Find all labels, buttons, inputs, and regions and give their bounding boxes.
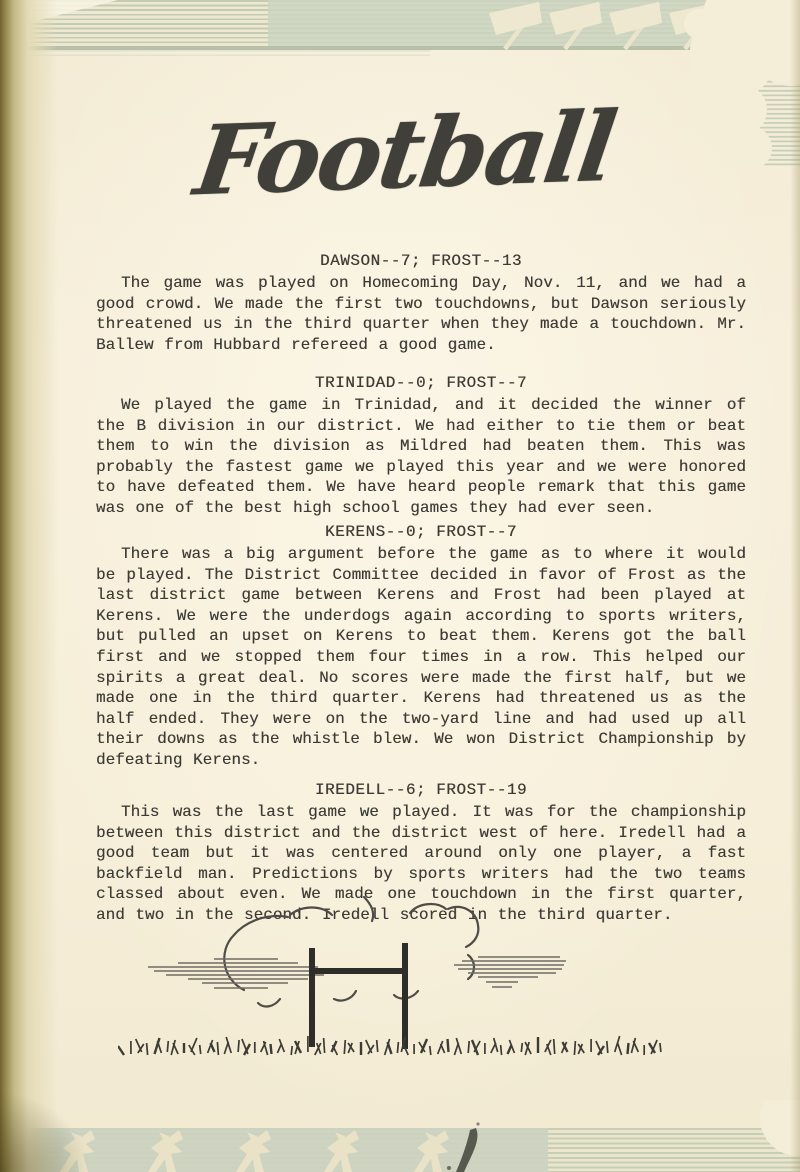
game-summary-paragraph: We played the game in Trinidad, and it decided the winner of the B division in our district. We had either to tie them or beat them to win the division as Mildred had beaten them. This was probably the fastest game we played this year and we were honored to have defeated them. We have heard people remark that this game was one of the best high school games they had ever seen. (96, 396, 746, 517)
bottom-banner-decorations (0, 1100, 800, 1172)
section-dawson (96, 251, 746, 355)
running-players-icon (60, 1130, 449, 1172)
corner-scallop (760, 1100, 800, 1156)
page-corner-wedge (0, 0, 118, 30)
ink-smudge (447, 1122, 480, 1172)
game-score-heading: IREDELL--6; FROST--19 (314, 781, 528, 799)
grass-icon (118, 1036, 661, 1055)
page-left-edge (0, 0, 58, 1172)
page-right-edge (790, 0, 800, 1172)
game-score-heading: DAWSON--7; FROST--13 (319, 252, 523, 270)
game-summary-paragraph: There was a big argument before the game as to where it would be played. The District Committee decided in favor of Frost as the last district game between Kerens and Frost had been played at Kerens. We were the underdogs again according to sports writers, but pulled an upset on Kerens to beat them. Kerens got the ball first and we stopped them four times in a row. This helped our spirits a great deal. No scores were made the first half, but we made one in the third quarter. Kerens had threatened us as the half ended. They were on the two-yard line and had used up all their downs as the whistle blew. We won District Championship by defeating Kerens. (96, 545, 746, 769)
goalpost-illustration (118, 895, 678, 1065)
goal-post-icon (309, 943, 408, 1049)
section-trinidad (96, 373, 746, 519)
game-score-heading: KERENS--0; FROST--7 (325, 523, 517, 541)
game-score-heading: TRINIDAD--0; FROST--7 (314, 374, 528, 392)
cloud-scallop (684, 0, 800, 170)
section-kerens (96, 522, 746, 771)
page-title: Football (188, 89, 621, 218)
game-summary-paragraph: This was the last game we played. It was for the championship between this district and the district west of here. Iredell had a good team but it was centered around only one player, a fast backfield man. Predictions by sports writers had the two teams classed about even. We made one touchdown in the first quarter, and two in the second. Iredell scored in the third quarter. (96, 803, 746, 924)
cloud-outline-icon (224, 897, 478, 1006)
game-summary-paragraph: The game was played on Homecoming Day, Nov. 11, and we had a good crowd. We made the first two touchdowns, but Dawson seriously threatened us in the third quarter when they made a touchdown. Mr. Ballew from Hubbard refereed a good game. (96, 274, 746, 354)
